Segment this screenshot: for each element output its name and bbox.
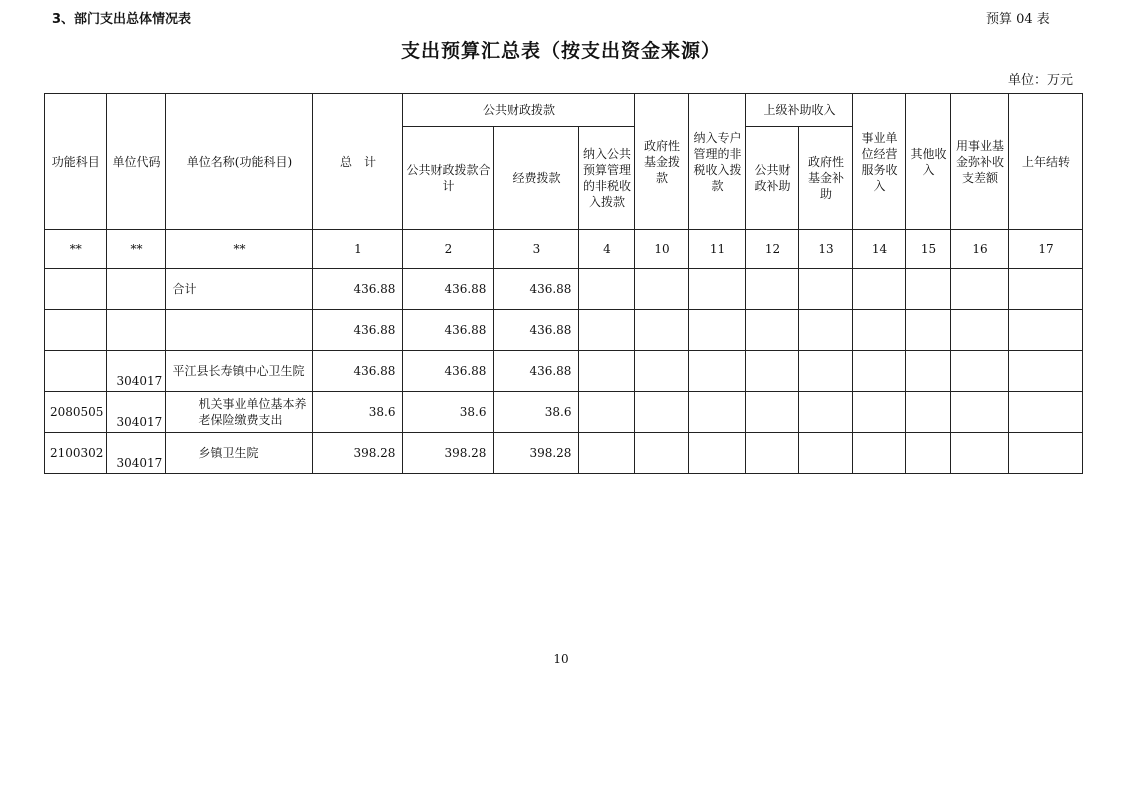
empty-cell <box>799 433 853 474</box>
empty-cell <box>746 392 799 433</box>
empty-cell <box>746 433 799 474</box>
funding-cell: 436.88 <box>494 310 579 351</box>
empty-cell <box>853 351 906 392</box>
header-func-subject: 功能科目 <box>45 94 107 230</box>
pf-total-cell: 398.28 <box>403 433 494 474</box>
empty-cell <box>1009 392 1083 433</box>
total-cell: 38.6 <box>313 392 403 433</box>
empty-cell <box>635 310 689 351</box>
empty-cell <box>689 392 746 433</box>
empty-cell <box>853 269 906 310</box>
index-cell: ** <box>45 230 107 269</box>
empty-cell <box>579 351 635 392</box>
table-row <box>45 269 1083 310</box>
index-cell: 15 <box>906 230 951 269</box>
empty-cell <box>853 433 906 474</box>
empty-cell <box>579 269 635 310</box>
section-title: 3、部门支出总体情况表 <box>52 12 192 27</box>
empty-cell <box>853 392 906 433</box>
empty-cell <box>635 392 689 433</box>
header-gov-fund: 政府性基金拨款 <box>635 94 689 230</box>
index-cell: 13 <box>799 230 853 269</box>
index-cell: 2 <box>403 230 494 269</box>
header-business-income: 事业单位经营服务收入 <box>853 94 906 230</box>
empty-cell <box>1009 351 1083 392</box>
index-cell: 10 <box>635 230 689 269</box>
pf-total-cell: 38.6 <box>403 392 494 433</box>
index-cell: ** <box>166 230 313 269</box>
empty-cell <box>906 433 951 474</box>
header-funding: 经费拨款 <box>494 127 579 230</box>
header-non-tax-in-budget: 纳入公共预算管理的非税收入拨款 <box>579 127 635 230</box>
empty-cell <box>746 351 799 392</box>
header-last-year-carryover: 上年结转 <box>1009 94 1083 230</box>
empty-cell <box>635 351 689 392</box>
empty-cell <box>689 310 746 351</box>
empty-cell <box>746 310 799 351</box>
empty-cell <box>799 269 853 310</box>
total-cell: 436.88 <box>313 351 403 392</box>
header-unit-name: 单位名称(功能科目) <box>166 94 313 230</box>
index-cell: 4 <box>579 230 635 269</box>
header-superior-subsidy: 上级补助收入 <box>746 94 853 127</box>
unit-code-cell: 304017 <box>107 351 166 392</box>
pf-total-cell: 436.88 <box>403 351 494 392</box>
unit-code-cell: 304017 <box>107 433 166 474</box>
index-cell: 12 <box>746 230 799 269</box>
header-superior-gov-fund: 政府性基金补助 <box>799 127 853 230</box>
header-unit-code: 单位代码 <box>107 94 166 230</box>
empty-cell <box>799 351 853 392</box>
header-public-finance-total: 公共财政拨款合计 <box>403 127 494 230</box>
func-code-cell: 2100302 <box>45 433 107 474</box>
func-code-cell <box>45 269 107 310</box>
empty-cell <box>906 351 951 392</box>
index-cell: ** <box>107 230 166 269</box>
empty-cell <box>799 392 853 433</box>
unit-code-cell <box>107 310 166 351</box>
index-cell: 11 <box>689 230 746 269</box>
empty-cell <box>1009 310 1083 351</box>
index-cell: 17 <box>1009 230 1083 269</box>
table-row <box>45 310 1083 351</box>
empty-cell <box>689 269 746 310</box>
empty-cell <box>579 392 635 433</box>
table-row <box>45 433 1083 474</box>
empty-cell <box>689 351 746 392</box>
empty-cell <box>635 269 689 310</box>
empty-cell <box>906 269 951 310</box>
index-cell: 3 <box>494 230 579 269</box>
header-other-income: 其他收入 <box>906 94 951 230</box>
empty-cell <box>579 310 635 351</box>
unit-code-cell: 304017 <box>107 392 166 433</box>
table-row <box>45 392 1083 433</box>
unit-name-cell: 平江县长寿镇中心卫生院 <box>166 351 313 392</box>
func-code-cell <box>45 351 107 392</box>
empty-cell <box>906 310 951 351</box>
table-row <box>45 351 1083 392</box>
index-cell: 14 <box>853 230 906 269</box>
empty-cell <box>1009 269 1083 310</box>
header-superior-public-finance: 公共财政补助 <box>746 127 799 230</box>
pf-total-cell: 436.88 <box>403 269 494 310</box>
empty-cell <box>689 433 746 474</box>
empty-cell <box>635 433 689 474</box>
funding-cell: 436.88 <box>494 351 579 392</box>
empty-cell <box>1009 433 1083 474</box>
empty-cell <box>853 310 906 351</box>
empty-cell <box>746 269 799 310</box>
total-cell: 436.88 <box>313 310 403 351</box>
empty-cell <box>951 351 1009 392</box>
index-row <box>45 230 1083 269</box>
index-cell: 16 <box>951 230 1009 269</box>
unit-code-cell <box>107 269 166 310</box>
unit-name-cell: 乡镇卫生院 <box>166 433 313 474</box>
header-total: 总 计 <box>313 94 403 230</box>
empty-cell <box>579 433 635 474</box>
unit-label: 单位：万元 <box>1008 73 1074 88</box>
func-code-cell: 2080505 <box>45 392 107 433</box>
header-special-account-non-tax: 纳入专户管理的非税收入拨款 <box>689 94 746 230</box>
total-cell: 398.28 <box>313 433 403 474</box>
empty-cell <box>906 392 951 433</box>
unit-name-cell <box>166 310 313 351</box>
funding-cell: 398.28 <box>494 433 579 474</box>
header-public-finance: 公共财政拨款 <box>403 94 635 127</box>
total-cell: 436.88 <box>313 269 403 310</box>
page-title: 支出预算汇总表（按支出资金来源） <box>400 40 721 62</box>
empty-cell <box>951 392 1009 433</box>
funding-cell: 38.6 <box>494 392 579 433</box>
index-cell: 1 <box>313 230 403 269</box>
unit-name-cell: 机关事业单位基本养老保险缴费支出 <box>166 392 313 433</box>
form-number: 预算 04 表 <box>986 12 1050 27</box>
budget-table <box>44 93 1083 474</box>
func-code-cell <box>45 310 107 351</box>
empty-cell <box>951 310 1009 351</box>
header-row <box>45 94 1083 127</box>
page-number: 10 <box>553 652 569 666</box>
empty-cell <box>951 269 1009 310</box>
empty-cell <box>951 433 1009 474</box>
pf-total-cell: 436.88 <box>403 310 494 351</box>
funding-cell: 436.88 <box>494 269 579 310</box>
unit-name-cell: 合计 <box>166 269 313 310</box>
empty-cell <box>799 310 853 351</box>
header-fund-balance: 用事业基金弥补收支差额 <box>951 94 1009 230</box>
